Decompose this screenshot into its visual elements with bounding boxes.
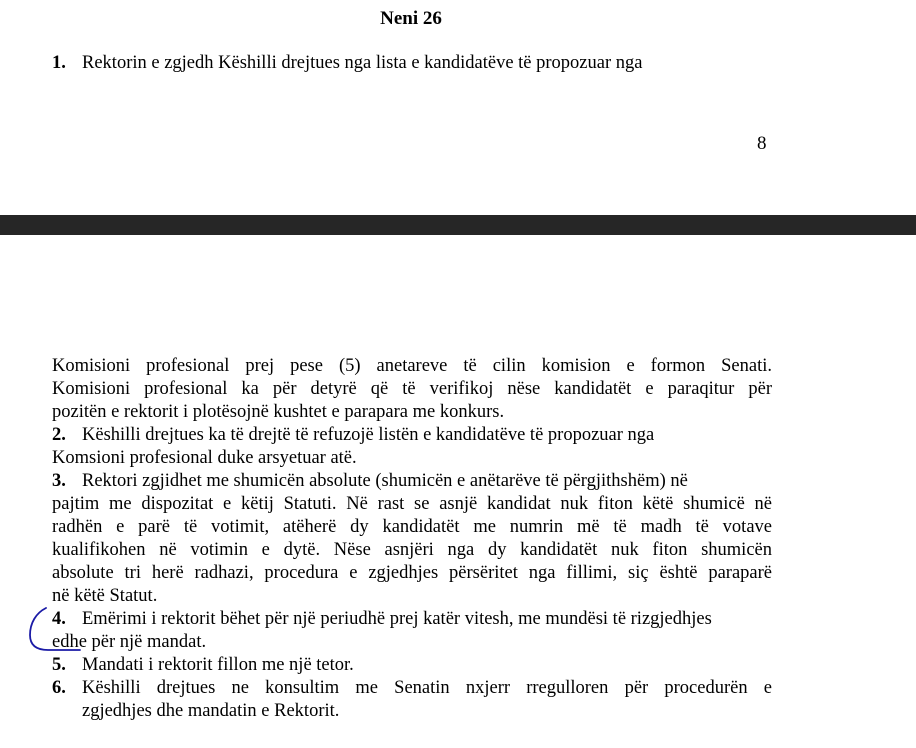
list-item-5 xyxy=(52,654,354,677)
list-item-3 xyxy=(52,470,688,493)
item-4-line-1: Emërimi i rektorit bëhet për një periudhë prej katër vitesh, me mundësi të rizgjedhjes xyxy=(82,609,712,629)
item-4-number: 4. xyxy=(52,609,66,629)
item-2-line-1: Këshilli drejtues ka të drejtë të refuzojë listën e kandidatëve të propozuar nga xyxy=(82,425,655,445)
article-title: Neni 26 xyxy=(380,8,442,29)
continuation-line-3: pozitën e rektorit i plotësojnë kushtet e parapara me konkurs. xyxy=(52,402,505,422)
bracket-stroke xyxy=(30,608,80,650)
item-5-line-1: Mandati i rektorit fillon me një tetor. xyxy=(82,655,354,675)
item-5-number: 5. xyxy=(52,655,66,675)
item-6-number: 6. xyxy=(52,678,66,698)
item-2-number: 2. xyxy=(52,425,66,445)
item-3-line-4: kualifikohen në votimin e dytë. Nëse asnjëri nga dy kandidatët nuk fiton shumicën xyxy=(52,540,772,560)
item-1-text: Rektorin e zgjedh Këshilli drejtues nga lista e kandidatëve të propozuar nga xyxy=(82,53,643,73)
item-2-line-2: Komsioni profesional duke arsyetuar atë. xyxy=(52,448,357,468)
item-1-number: 1. xyxy=(52,53,66,73)
item-3-line-3: radhën e parë të votimit, atëherë dy kandidatët me numrin më të madh të votave xyxy=(52,517,772,537)
list-item-2 xyxy=(52,424,654,447)
item-3-line-5: absolute tri herë radhazi, procedura e zgjedhjes përsëritet nga fillimi, siç është paraparë xyxy=(52,563,772,583)
item-3-number: 3. xyxy=(52,471,66,491)
list-item-1 xyxy=(52,52,642,75)
item-4-line-2: edhe për një mandat. xyxy=(52,632,207,652)
continuation-line-1: Komisioni profesional prej pese (5) anetareve të cilin komision e formon Senati. xyxy=(52,356,772,376)
page-separator xyxy=(0,215,916,235)
list-item-6 xyxy=(52,677,772,700)
page-number: 8 xyxy=(757,133,767,154)
document-page-top xyxy=(0,0,916,215)
item-6-line-1: Këshilli drejtues ne konsultim me Senatin nxjerr rregulloren për procedurën e xyxy=(82,678,772,698)
handwritten-bracket-annotation xyxy=(24,605,84,665)
list-item-4 xyxy=(52,608,712,631)
item-3-line-6: në këtë Statut. xyxy=(52,586,158,606)
continuation-line-2: Komisioni profesional ka për detyrë që të verifikoj nëse kandidatët e paraqitur për xyxy=(52,379,772,399)
item-3-line-2: pajtim me dispozitat e këtij Statuti. Në rast se asnjë kandidat nuk fiton këtë shumicë në xyxy=(52,494,772,514)
item-3-line-1: Rektori zgjidhet me shumicën absolute (shumicën e anëtarëve të përgjithshëm) në xyxy=(82,471,688,491)
item-6-line-2: zgjedhjes dhe mandatin e Rektorit. xyxy=(82,701,340,721)
